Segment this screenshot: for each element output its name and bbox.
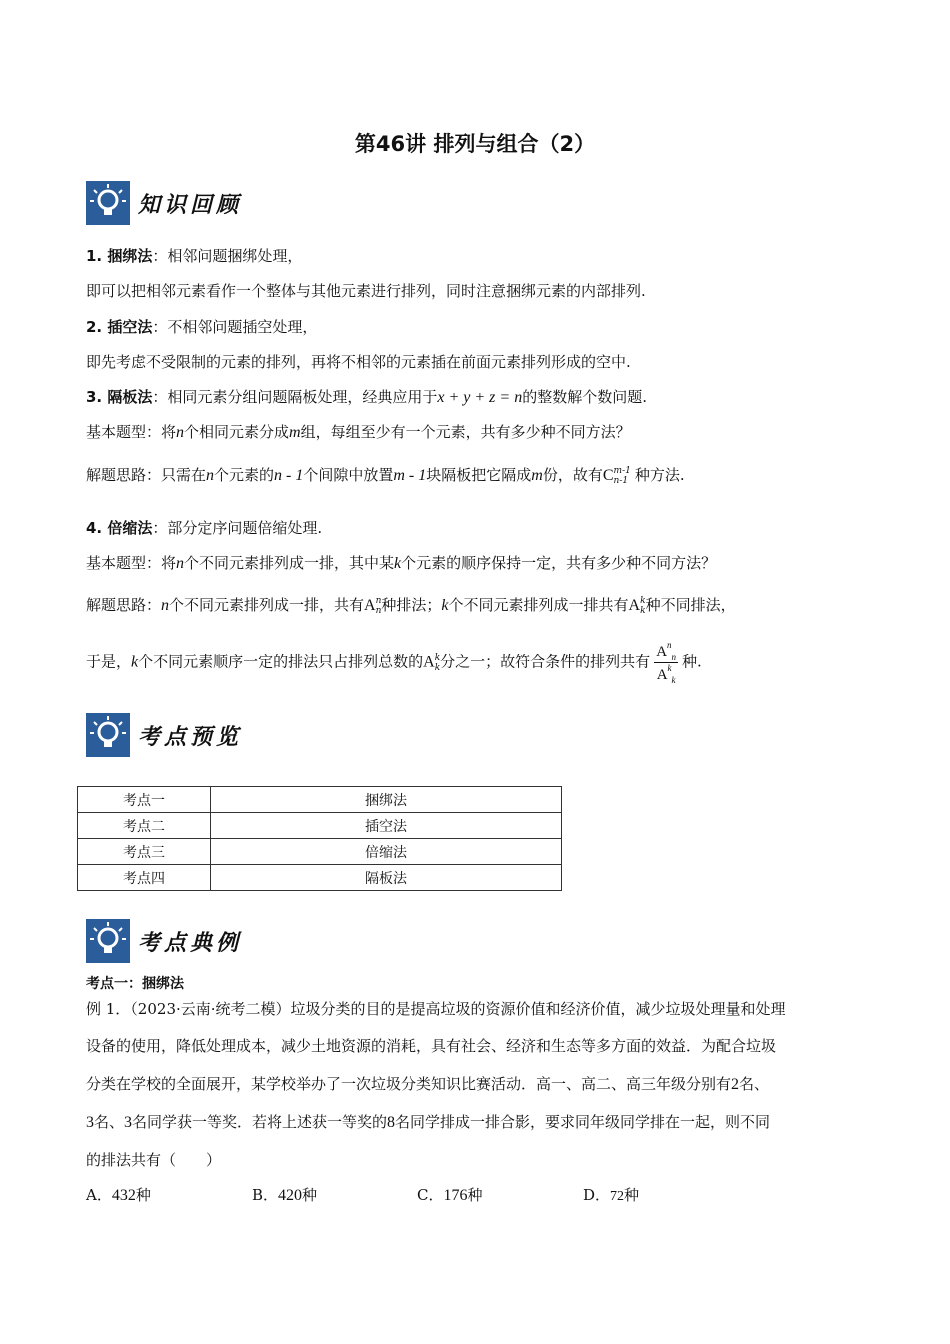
table-row: 考点二 插空法 (78, 813, 562, 839)
lightbulb-icon (86, 713, 130, 757)
review-line-8: 4. 倍缩法：部分定序问题倍缩处理. (86, 519, 323, 537)
review-line-6: 基本题型：将n个相同元素分成m组，每组至少有一个元素，共有多少种不同方法？ (86, 423, 631, 441)
lightbulb-icon (86, 919, 130, 963)
section-title: 考点典例 (138, 929, 243, 956)
review-line-3: 2. 插空法：不相邻问题插空处理， (86, 318, 318, 336)
example-line-4: 3名、3名同学获一等奖．若将上述获一等奖的8名同学排成一排合影，要求同年级同学排在一起，则不同 (86, 1113, 771, 1131)
table-row: 考点一 捆绑法 (78, 787, 562, 813)
example-line-2: 设备的使用，降低处理成本，减少土地资源的消耗，具有社会、经济和生态等多方面的效益．为配合垃圾 (86, 1037, 777, 1055)
review-line-7: 解题思路：只需在n个元素的n - 1个间隙中放置m - 1块隔板把它隔成m份，故有C m-1 n-1 种方法. (86, 466, 685, 486)
table-row: 考点三 倍缩法 (78, 839, 562, 865)
section-title: 考点预览 (138, 723, 243, 750)
example-heading: 考点一：捆绑法 (86, 976, 184, 992)
example-line-3: 分类在学校的全面展开，某学校举办了一次垃圾分类知识比赛活动．高一、高二、高三年级分别有2名、 (86, 1075, 770, 1093)
example-line-5: 的排法共有（ ） (86, 1151, 222, 1169)
fraction: $\frac{A^n_n}{A^k_k}$ (656, 640, 677, 685)
review-line-9: 基本题型：将n个不同元素排列成一排，其中某k个元素的顺序保持一定，共有多少种不同方法？ (86, 554, 717, 572)
option-b[interactable]: B．420种 (252, 1186, 318, 1204)
review-line-1: 1. 捆绑法：相邻问题捆绑处理， (86, 247, 303, 265)
review-line-10: 解题思路：n个不同元素排列成一排，共有A n n 种排法；k个不同元素排列成一排共有A k k 种不同排法， (86, 596, 736, 616)
review-line-2: 即可以把相邻元素看作一个整体与其他元素进行排列，同时注意捆绑元素的内部排列. (86, 282, 646, 300)
section-header-preview (86, 712, 242, 758)
page-title: 第46讲 排列与组合（2） (354, 132, 596, 156)
option-c[interactable]: C．176种 (417, 1186, 483, 1204)
option-d[interactable]: D．72种 (583, 1186, 640, 1204)
option-a[interactable]: A．432种 (86, 1186, 151, 1204)
review-line-5: 3. 隔板法：相同元素分组问题隔板处理，经典应用于x + y + z = n的整数解个数问题. (86, 388, 647, 406)
topics-table (77, 786, 562, 891)
section-header-review (86, 180, 242, 226)
example-line-1: 例 1．（2023·云南·统考二模）垃圾分类的目的是提高垃圾的资源价值和经济价值，减少垃圾处理量和处理 (86, 1000, 786, 1018)
review-line-11: 于是，k个不同元素顺序一定的排法只占排列总数的A k k 分之一；故符合条件的排列共有 $\frac{A^n_n}{A^k_k}$ 种. (86, 640, 702, 685)
lightbulb-icon (86, 181, 130, 225)
table-row: 考点四 隔板法 (78, 865, 562, 891)
review-line-4: 即先考虑不受限制的元素的排列，再将不相邻的元素插在前面元素排列形成的空中. (86, 353, 631, 371)
section-title: 知识回顾 (138, 191, 243, 218)
section-header-examples (86, 918, 242, 964)
